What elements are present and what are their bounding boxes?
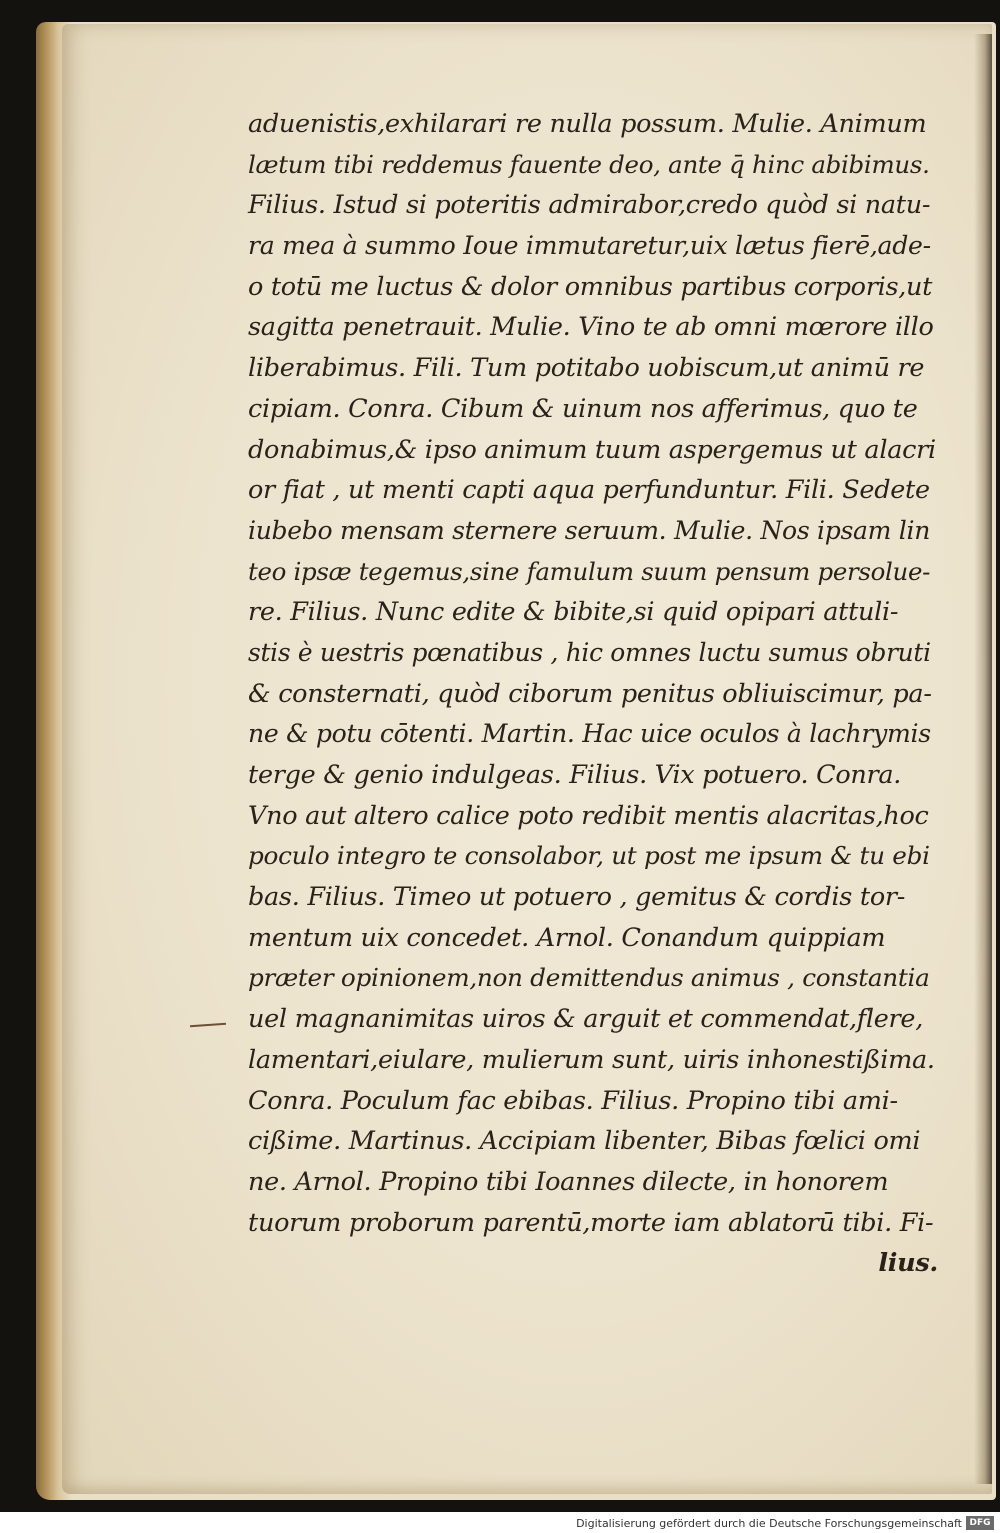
footer-credit: Digitalisierung gefördert durch die Deutsche Forschungsgemeinschaft [576, 1517, 962, 1530]
text-line: cipiam. Conra. Cibum & uinum nos afferimus, quo te [248, 393, 918, 424]
text-line: o totū me luctus & dolor omnibus partibus corporis,ut [248, 271, 933, 302]
text-line: or fiat , ut menti capti aqua perfunduntur. Fili. Sedete [248, 475, 930, 506]
text-line: uel magnanimitas uiros & arguit et commendat,flere, [248, 1004, 924, 1035]
text-line: donabimus,& ipso animum tuum aspergemus ut alacri [248, 434, 936, 465]
text-line: Conra. Poculum fac ebibas. Filius. Propino tibi ami- [248, 1085, 898, 1116]
text-line: iubebo mensam sternere seruum. Mulie. Nos ipsam lin [248, 515, 931, 545]
text-line: bas. Filius. Timeo ut potuero , gemitus & cordis tor- [248, 882, 906, 913]
text-line: aduenistis,exhilarari re nulla possum. Mulie. Animum [248, 109, 927, 139]
text-line: ne. Arnol. Propino tibi Ioannes dilecte, in honorem [248, 1166, 889, 1197]
text-line: poculo integro te consolabor, ut post me ipsum & tu ebi [248, 841, 930, 871]
text-line: præter opinionem,non demittendus animus , constantia [248, 963, 930, 993]
digitization-footer [0, 1512, 1000, 1533]
dfg-logo-icon: DFG [966, 1516, 994, 1530]
catchword: lius. [878, 1248, 938, 1279]
text-line: Filius. Istud si poteritis admirabor,credo quòd si natu- [248, 190, 931, 221]
text-line: ra mea à summo Ioue immutaretur,uix lætus fierē,ade- [248, 231, 931, 261]
text-line: stis è uestris pœnatibus , hic omnes luctu sumus obruti [248, 637, 931, 667]
text-line: teo ipsæ tegemus,sine famulum suum pensum persolue- [248, 556, 931, 586]
text-line: ne & potu cōtenti. Martin. Hac uice oculos à lachrymis [248, 719, 931, 749]
text-line: re. Filius. Nunc edite & bibite,si quid opipari attuli- [248, 597, 899, 628]
text-line: lamentari,eiulare, mulierum sunt, uiris inhonestißima. [248, 1044, 935, 1075]
text-line: Vno aut altero calice poto redibit mentis alacritas,hoc [248, 800, 929, 831]
page-gutter-shadow [974, 34, 992, 1484]
text-line: terge & genio indulgeas. Filius. Vix potuero. Conra. [248, 760, 902, 790]
text-line: tuorum proborum parentū,morte iam ablatorū tibi. Fi- [248, 1207, 934, 1238]
text-line: mentum uix concedet. Arnol. Conandum quippiam [248, 922, 886, 953]
text-line: lætum tibi reddemus fauente deo, ante q̄ hinc abibimus. [248, 149, 930, 179]
text-line: cißime. Martinus. Accipiam libenter, Bibas fœlici omi [248, 1126, 921, 1157]
page-text [248, 104, 938, 1284]
text-line: sagitta penetrauit. Mulie. Vino te ab omni mœrore illo [248, 312, 934, 343]
text-line: & consternati, quòd ciborum penitus obliuiscimur, pa- [248, 678, 932, 709]
text-line: liberabimus. Fili. Tum potitabo uobiscum,ut animū re [248, 353, 925, 384]
